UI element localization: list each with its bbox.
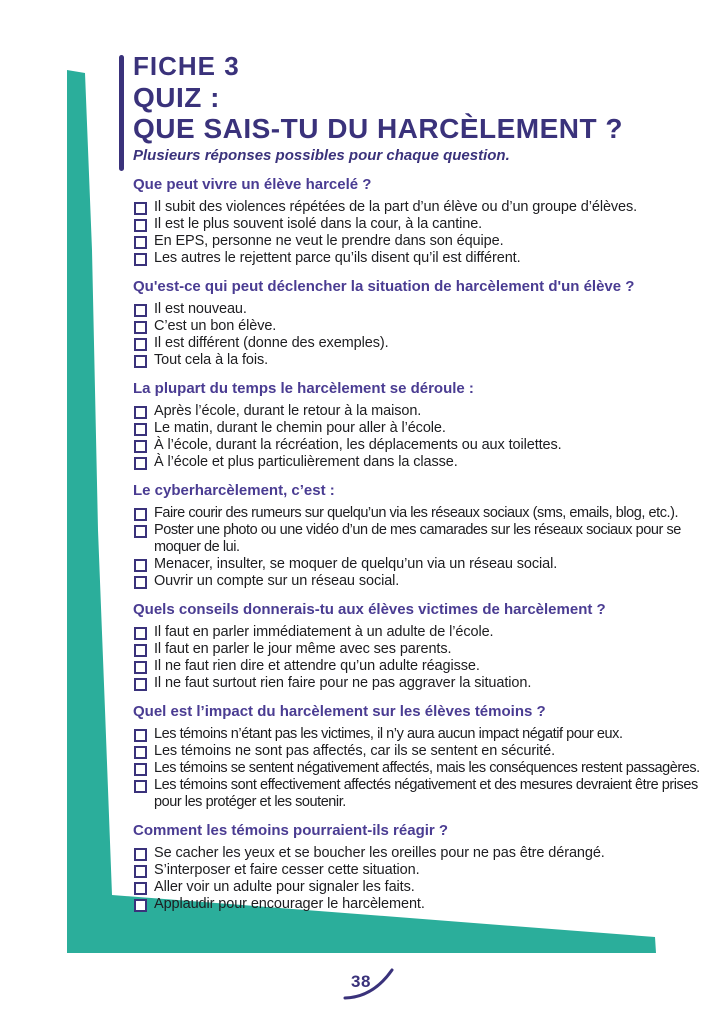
answer-text: Ouvrir un compte sur un réseau social. xyxy=(154,573,400,589)
answer-checkbox[interactable] xyxy=(134,729,147,742)
answer-option xyxy=(133,862,709,879)
answer-checkbox[interactable] xyxy=(134,848,147,861)
question-heading: La plupart du temps le harcèlement se déroule : xyxy=(133,380,474,397)
answer-list xyxy=(133,199,709,267)
answer-text: Aller voir un adulte pour signaler les faits. xyxy=(154,879,415,895)
answer-text: Il subit des violences répétées de la part d’un élève ou d’un groupe d’élèves. xyxy=(154,199,638,215)
answer-text: C’est un bon élève. xyxy=(154,318,277,334)
answer-text: Il faut en parler immédiatement à un adulte de l’école. xyxy=(154,624,494,640)
answer-text: Les autres le rejettent parce qu’ils disent qu’il est différent. xyxy=(154,250,521,266)
question-sections xyxy=(133,177,709,925)
answer-option xyxy=(133,675,709,692)
answer-option xyxy=(133,760,709,777)
answer-option xyxy=(133,454,709,471)
question-heading: Comment les témoins pourraient-ils réagir ? xyxy=(133,822,449,839)
answer-option xyxy=(133,879,709,896)
question-section xyxy=(133,823,709,913)
question-heading: Qu'est-ce qui peut déclencher la situation de harcèlement d'un élève ? xyxy=(133,278,635,295)
answer-option xyxy=(133,199,709,216)
answer-text: Après l’école, durant le retour à la maison. xyxy=(154,403,422,419)
answer-option xyxy=(133,352,709,369)
question-heading: Quel est l’impact du harcèlement sur les élèves témoins ? xyxy=(133,703,546,720)
answer-text: Il est le plus souvent isolé dans la cour, à la cantine. xyxy=(154,216,483,232)
answer-option xyxy=(133,556,709,573)
answer-text: Menacer, insulter, se moquer de quelqu’un via un réseau social. xyxy=(154,556,558,572)
answer-checkbox[interactable] xyxy=(134,525,147,538)
answer-text: Il ne faut rien dire et attendre qu’un adulte réagisse. xyxy=(154,658,480,674)
answer-text: Il ne faut surtout rien faire pour ne pas aggraver la situation. xyxy=(154,675,532,691)
question-section xyxy=(133,381,709,471)
fiche-label: FICHE 3 xyxy=(133,51,240,81)
header xyxy=(133,50,708,165)
answer-option xyxy=(133,250,709,267)
quiz-title-line1: QUIZ : xyxy=(133,82,220,113)
answer-option xyxy=(133,233,709,250)
answer-option xyxy=(133,573,709,590)
answer-text: Poster une photo ou une vidéo d’un de mes camarades sur les réseaux sociaux pour se moquer de lui. xyxy=(154,522,681,555)
answer-option xyxy=(133,505,709,522)
title-accent-bar xyxy=(119,55,124,171)
answer-checkbox[interactable] xyxy=(134,338,147,351)
answer-text: À l’école, durant la récréation, les déplacements ou aux toilettes. xyxy=(154,437,562,453)
answer-option xyxy=(133,658,709,675)
answer-checkbox[interactable] xyxy=(134,508,147,521)
question-heading: Quels conseils donnerais-tu aux élèves victimes de harcèlement ? xyxy=(133,601,606,618)
answer-list xyxy=(133,403,709,471)
answer-checkbox[interactable] xyxy=(134,746,147,759)
answer-checkbox[interactable] xyxy=(134,899,147,912)
answer-option xyxy=(133,301,709,318)
question-section xyxy=(133,704,709,811)
answer-checkbox[interactable] xyxy=(134,678,147,691)
answer-checkbox[interactable] xyxy=(134,253,147,266)
answer-checkbox[interactable] xyxy=(134,219,147,232)
answer-option xyxy=(133,420,709,437)
answer-option xyxy=(133,522,709,556)
answer-list xyxy=(133,505,709,590)
answer-text: À l’école et plus particulièrement dans la classe. xyxy=(154,454,458,470)
answer-checkbox[interactable] xyxy=(134,661,147,674)
question-section xyxy=(133,177,709,267)
question-heading: Le cyberharcèlement, c’est : xyxy=(133,482,335,499)
answer-checkbox[interactable] xyxy=(134,576,147,589)
answer-option xyxy=(133,403,709,420)
quiz-title-line2: QUE SAIS-TU DU HARCÈLEMENT ? xyxy=(133,113,623,144)
answer-option xyxy=(133,437,709,454)
answer-checkbox[interactable] xyxy=(134,882,147,895)
answer-checkbox[interactable] xyxy=(134,423,147,436)
answer-option xyxy=(133,777,709,811)
answer-list xyxy=(133,726,709,811)
answer-checkbox[interactable] xyxy=(134,865,147,878)
answer-list xyxy=(133,624,709,692)
answer-checkbox[interactable] xyxy=(134,355,147,368)
page-number: 38 xyxy=(351,972,371,991)
answer-text: En EPS, personne ne veut le prendre dans son équipe. xyxy=(154,233,504,249)
answer-text: Les témoins ne sont pas affectés, car ils se sentent en sécurité. xyxy=(154,743,556,759)
answer-option xyxy=(133,743,709,760)
question-section xyxy=(133,483,709,590)
answer-option xyxy=(133,896,709,913)
answer-option xyxy=(133,845,709,862)
answer-checkbox[interactable] xyxy=(134,304,147,317)
answer-checkbox[interactable] xyxy=(134,406,147,419)
answer-list xyxy=(133,301,709,369)
answer-checkbox[interactable] xyxy=(134,236,147,249)
answer-text: Le matin, durant le chemin pour aller à l’école. xyxy=(154,420,446,436)
question-section xyxy=(133,279,709,369)
answer-checkbox[interactable] xyxy=(134,559,147,572)
answer-checkbox[interactable] xyxy=(134,457,147,470)
question-heading: Que peut vivre un élève harcelé ? xyxy=(133,176,372,193)
answer-list xyxy=(133,845,709,913)
answer-checkbox[interactable] xyxy=(134,321,147,334)
answer-checkbox[interactable] xyxy=(134,627,147,640)
answer-checkbox[interactable] xyxy=(134,202,147,215)
answer-text: Faire courir des rumeurs sur quelqu’un via les réseaux sociaux (sms, emails, blog, etc.). xyxy=(154,505,679,521)
quiz-subtitle: Plusieurs réponses possibles pour chaque question. xyxy=(133,147,510,164)
answer-option xyxy=(133,216,709,233)
answer-option xyxy=(133,641,709,658)
answer-option xyxy=(133,726,709,743)
answer-checkbox[interactable] xyxy=(134,644,147,657)
answer-text: Les témoins n’étant pas les victimes, il n’y aura aucun impact négatif pour eux. xyxy=(154,726,623,742)
page-footer xyxy=(330,960,410,1010)
answer-option xyxy=(133,624,709,641)
answer-text: Applaudir pour encourager le harcèlement. xyxy=(154,896,425,912)
answer-text: Tout cela à la fois. xyxy=(154,352,269,368)
answer-checkbox[interactable] xyxy=(134,440,147,453)
answer-option xyxy=(133,318,709,335)
question-section xyxy=(133,602,709,692)
answer-checkbox[interactable] xyxy=(134,780,147,793)
answer-text: Les témoins se sentent négativement affectés, mais les conséquences restent passagères. xyxy=(154,760,700,776)
answer-text: S’interposer et faire cesser cette situation. xyxy=(154,862,420,878)
answer-option xyxy=(133,335,709,352)
answer-text: Il faut en parler le jour même avec ses parents. xyxy=(154,641,452,657)
answer-checkbox[interactable] xyxy=(134,763,147,776)
answer-text: Les témoins sont effectivement affectés négativement et des mesures devraient être prises pour les protéger et les soutenir. xyxy=(154,777,698,810)
answer-text: Se cacher les yeux et se boucher les oreilles pour ne pas être dérangé. xyxy=(154,845,605,861)
answer-text: Il est nouveau. xyxy=(154,301,247,317)
answer-text: Il est différent (donne des exemples). xyxy=(154,335,389,351)
